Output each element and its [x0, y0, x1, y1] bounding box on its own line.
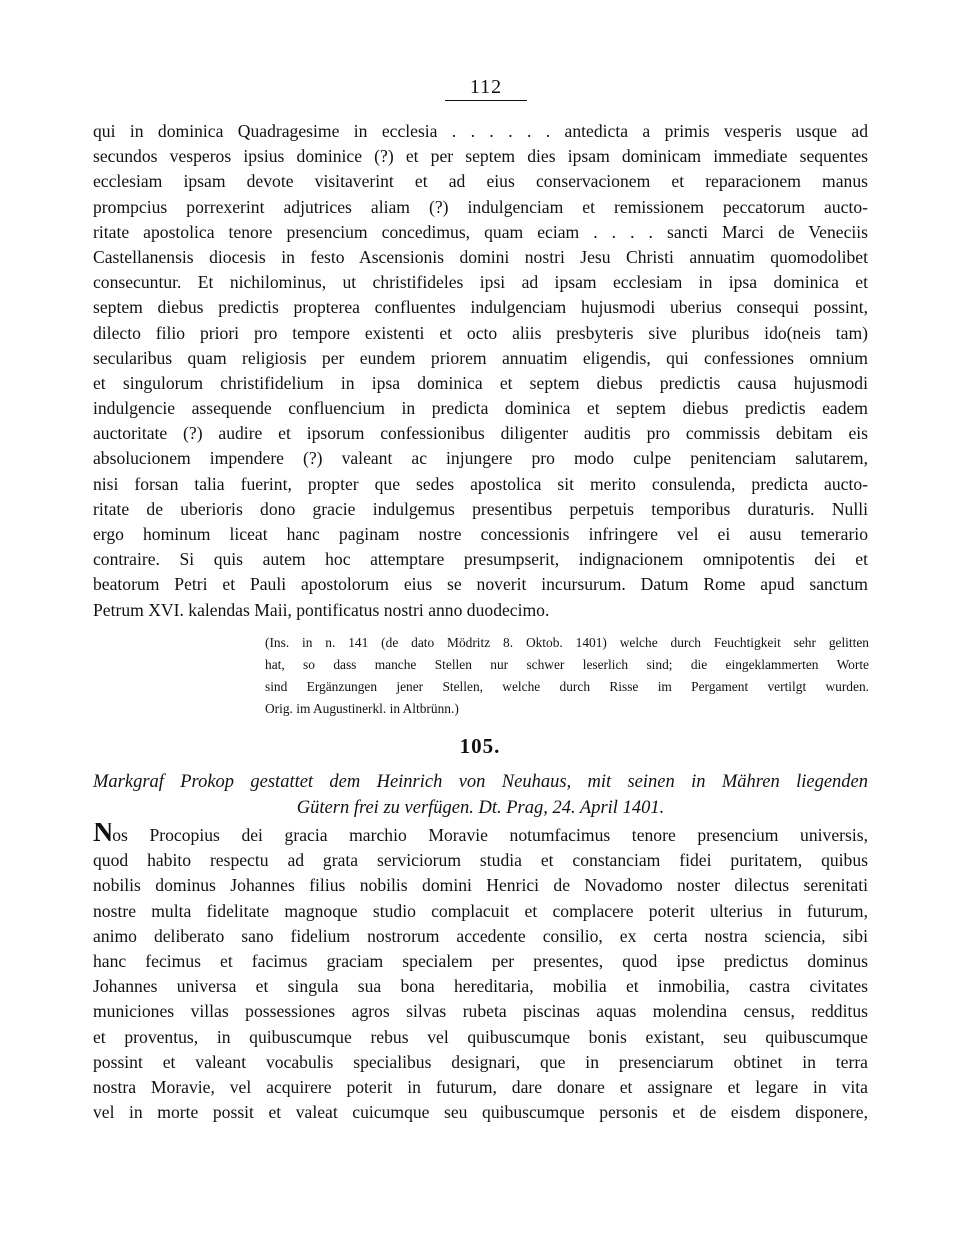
- previous-document-text: [93, 119, 868, 623]
- text-line: indulgencie assequende confluencium in predicta dominica et septem diebus predictis eadem: [93, 398, 868, 419]
- text-line: absolucionem impendere (?) valeant ac injungere pro modo culpe penitenciam salutarem,: [93, 448, 868, 469]
- text-line: quod habito respectu ad grata serviciorum studia et constanciam fidei puritatem, quibus: [93, 850, 868, 871]
- text-line: Petrum XVI. kalendas Maii, pontificatus nostri anno duodecimo.: [93, 599, 550, 620]
- text-line: septem diebus predictis propterea confluentes indulgenciam hujusmodi uberius consequi possint,: [93, 297, 868, 318]
- text-line: possint et valeant vocabulis specialibus designari, que in presenciarum obtinet in terra: [93, 1051, 868, 1072]
- text-line: et singulorum christifidelium in ipsa dominica et septem diebus predictis causa hujusmodi: [93, 372, 868, 393]
- note-line: Orig. im Augustinerkl. in Altbrünn.): [265, 701, 459, 716]
- text-line: consecuntur. Et nichilominus, ut christifideles ipsi ad ipsam ecclesiam in ipsa dominica et: [93, 272, 868, 293]
- first-text-line: [93, 823, 868, 848]
- text-line: ritate apostolica tenore presencium concedimus, quam eciam . . . . sancti Marci de Veneciis: [93, 221, 868, 242]
- text-line: municiones villas possessiones agros silvas rubeta piscinas aquas molendina census, redditus: [93, 1001, 868, 1022]
- heading-line: Gütern frei zu verfügen. Dt. Prag, 24. April 1401.: [296, 798, 665, 818]
- text-line: nostre multa fidelitate magnoque studio complacuit et complacere poterit ulterius in futurum,: [93, 900, 868, 921]
- source-note: [265, 632, 869, 720]
- text-line: ritate de uberioris dono gracie indulgemus presentibus perpetuis temporibus duraturis. Nulli: [93, 498, 868, 519]
- text-line: vel in morte possit et valeat cuicumque seu quibuscumque personis et de eisdem disponere,: [93, 1102, 868, 1123]
- text-line: animo deliberato sano fidelium nostrorum accedente consilio, ex certa nostra sciencia, sibi: [93, 925, 868, 946]
- text-line: auctoritate (?) audire et ipsorum confessionibus diligenter auditis pro commissis debitam eis: [93, 423, 868, 444]
- text-line: Johannes universa et singula sua bona hereditaria, mobilia et inmobilia, castra civitates: [93, 976, 868, 997]
- text-line: hanc fecimus et facimus graciam specialem per presentes, quod ipse predictus dominus: [93, 950, 868, 971]
- initial-letter: N: [93, 823, 113, 848]
- text-line: et proventus, in quibuscumque rebus vel quibuscumque bonis existant, seu quibuscumque: [93, 1026, 868, 1047]
- document-heading: [93, 769, 868, 821]
- text-line: beatorum Petri et Pauli apostolorum eius se noverit incursurum. Datum Rome apud sanctum: [93, 574, 868, 595]
- first-line-text: os Procopius dei gracia marchio Moravie notumfacimus tenore presencium universis,: [112, 825, 868, 845]
- text-line: nobilis dominus Johannes filius nobilis domini Henrici de Novadomo noster dilectus serenitati: [93, 875, 868, 896]
- text-line: prompcius porrexerint adjutrices aliam (?) indulgenciam et remissionem peccatorum aucto-: [93, 196, 868, 217]
- document-text: [93, 823, 868, 1125]
- text-line: ergo hominum liceat hanc paginam nostre concessionis infringere vel ei ausu temerario: [93, 524, 868, 544]
- page-number-rule: [445, 100, 527, 101]
- text-line: qui in dominica Quadragesime in ecclesia . . . . . . antedicta a primis vesperis usque ad: [93, 121, 868, 141]
- note-line: hat, so dass manche Stellen nur schwer leserlich sind; die eingeklammerten Worte: [265, 657, 869, 672]
- document-number: 105.: [459, 734, 501, 758]
- page-number: 112: [469, 76, 503, 98]
- text-line: ecclesiam ipsam devote visitaverint et ad eius conservacionem et reparacionem manus: [93, 171, 868, 192]
- text-line: Castellanensis diocesis in festo Ascensionis domini nostri Jesu Christi annuatim quomodolibet: [93, 246, 868, 267]
- text-line: contraire. Si quis autem hoc attemptare presumpserit, indignacionem omnipotentis dei et: [93, 549, 868, 570]
- heading-line: Markgraf Prokop gestattet dem Heinrich von Neuhaus, mit seinen in Mähren liegenden: [93, 772, 868, 792]
- text-line: nostra Moravie, vel acquirere poterit in futurum, dare donare et assignare et legare in vita: [93, 1076, 868, 1097]
- text-line: nisi forsan talia fuerint, propter que sedes apostolica sit merito consulenda, predicta aucto-: [93, 473, 868, 494]
- note-line: sind Ergänzungen jener Stellen, welche durch Risse im Pergament vertilgt wurden.: [265, 679, 869, 694]
- text-line: secularibus quam religiosis per eundem priorem annuatim eligendis, qui confessiones omnium: [93, 347, 868, 368]
- text-line: secundos vesperos ipsius dominice (?) et per septem dies ipsam dominicam immediate sequentes: [93, 146, 868, 167]
- note-line: (Ins. in n. 141 (de dato Mödritz 8. Oktob. 1401) welche durch Feuchtigkeit sehr gelitten: [265, 635, 869, 650]
- text-line: dilecto filio priori pro tempore existenti et octo aliis presbyteris sive pluribus ido(neis tam): [93, 322, 868, 343]
